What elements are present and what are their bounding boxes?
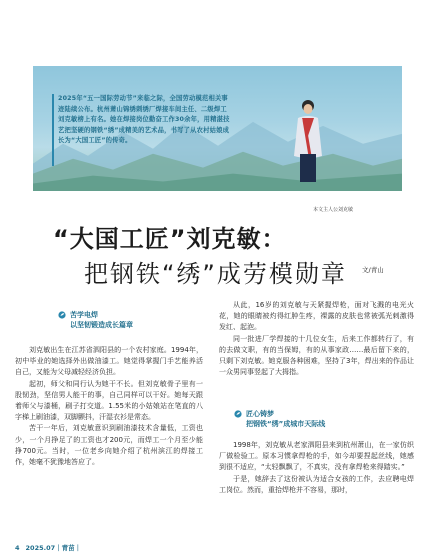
section-kicker-1: 苦学电焊 [70, 311, 98, 319]
section-heading-1 [70, 310, 133, 330]
paragraph: 从此，16岁的刘克敏与天紧握焊枪，面对飞溅的电光火花，她的眼睛被灼得红肿生疼，裸露的皮肤也常被弧光刺激得发红、起泡。 [219, 301, 414, 332]
page-number: 4 [15, 544, 20, 552]
right-column-top [219, 300, 414, 378]
paragraph: 起初，师父和同行认为她干不长。但刘克敏骨子里有一股韧劲，坚信男人能干的事，自己同样可以干好。她每天跟着师父与漆桶，刷子打交道。1.55米的小姑娘站在笔直的八字梯上刷油漆，双脚颤抖，汗湿衣衫是常态。 [15, 379, 203, 422]
section-heading-2 [246, 409, 325, 429]
paragraph: 苦干一年后，刘克敏意识到刷油漆技术含量低，工资也少，一个月挣足了的工资也才200元，而焊工一个月至少能挣700元。当时，一位老乡向她介绍了杭州滨江的焊接工作，她毫不犹豫地答应了。 [15, 424, 203, 467]
paragraph: 同一批进厂学焊接的十几位女生，后来工作都转行了，有的去做文职，有的当保姆，有的从事家政……最后留下来的，只剩下刘克敏。她克服各种困难，坚持了3年，焊出来的作品让一众男同事竖起了大拇指。 [219, 334, 414, 377]
article-title-line1: “大国工匠”刘克敏： [53, 225, 287, 253]
section-kicker-2: 匠心铸梦 [246, 410, 274, 418]
leaf-icon [234, 410, 242, 418]
article-title-line2: 把钢铁“绣”成劳模勋章 [84, 260, 347, 288]
intro-text: 2025年“五一国际劳动节”来临之际，全国劳动模范相关事迹陆续公布。杭州萧山锦绣刺绣厂焊接车间主任、二级焊工刘克敏榜上有名。她在焊接岗位勤奋工作30余年，用精湛技艺把坚硬的钢铁“绣”成精美的艺术品，书写了从农村姑娘成长为“大国工匠”的传奇。 [58, 95, 230, 145]
portrait-person-image [288, 96, 328, 184]
paragraph: 刘克敏出生在江苏省泗阳县的一个农村家庭。1994年，初中毕业的她选择外出做油漆工。她觉得掌握门手艺能养活自己，又能为父母减轻经济负担。 [15, 346, 203, 377]
leaf-icon [58, 311, 66, 319]
byline: 文/青山 [362, 266, 384, 274]
photo-caption: 本文主人公刘克敏 [313, 207, 354, 213]
section-title-1: 以坚韧锻造成长篇章 [70, 321, 133, 329]
issue-label: 2025.07｜青苗｜ [25, 544, 82, 552]
paragraph: 1998年，刘克敏从老家泗阳县来到杭州萧山，在一家仿织厂做检验工。原本习惯拿焊枪的手，如今却要捏起丝线，她感到很不适应，“太轻飘飘了，不真实，没有拿焊枪来得踏实。” [219, 441, 414, 472]
right-column-bottom [219, 440, 414, 496]
intro-accent-bar [52, 94, 54, 166]
left-column [15, 345, 203, 468]
page-footer [15, 543, 81, 552]
section-title-2: 把钢铁“绣”成城市天际线 [246, 420, 326, 428]
paragraph: 于是，她辞去了这份被认为适合女孩的工作，去应聘电焊工岗位。然而，重拾焊枪并不容易，那时， [219, 474, 414, 494]
